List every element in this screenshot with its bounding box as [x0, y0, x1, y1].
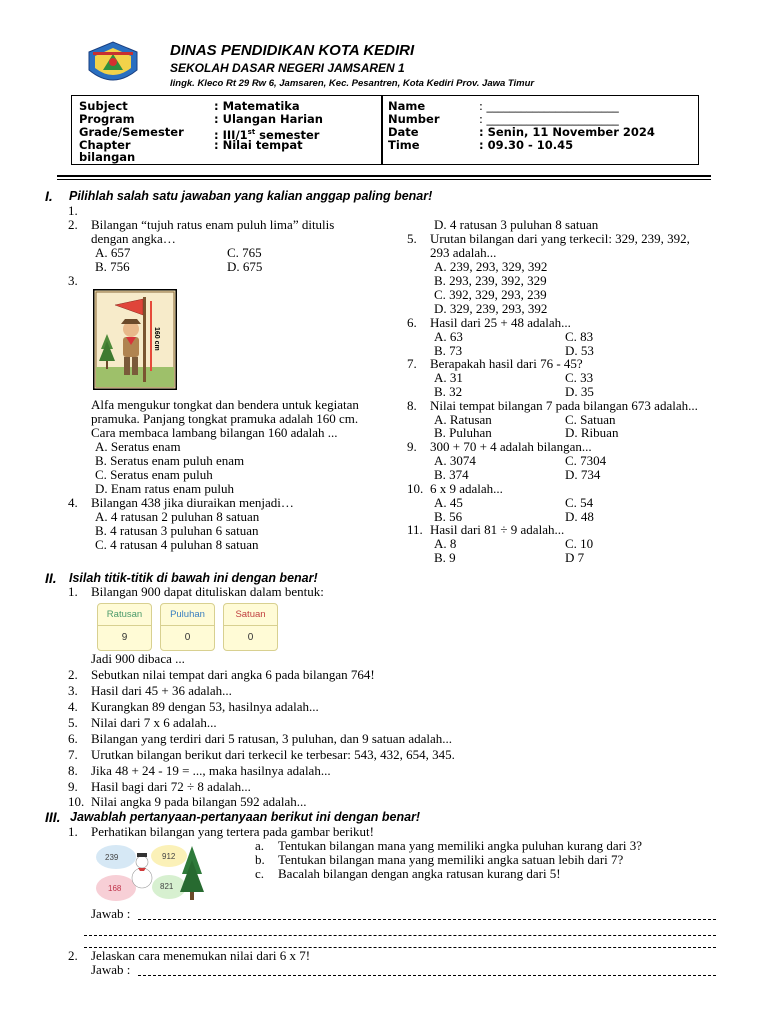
q4-number: 4.	[68, 495, 78, 510]
q4-line1: Bilangan 438 jika diuraikan menjadi…	[91, 495, 294, 510]
pole-length-label: 160 cm	[153, 327, 160, 351]
q9-option-a[interactable]: A. 3074	[434, 453, 476, 468]
s2-item9: Hasil bagi dari 72 ÷ 8 adalah...	[91, 779, 251, 794]
header-title: DINAS PENDIDIKAN KOTA KEDIRI	[170, 42, 415, 59]
q5-option-a[interactable]: A. 239, 293, 329, 392	[434, 259, 548, 274]
place-value-card-ones	[223, 603, 278, 651]
header-school: SEKOLAH DASAR NEGERI JAMSAREN 1	[170, 61, 405, 75]
section3-title: Jawablah pertanyaan-pertanyaan berikut ini dengan benar!	[70, 810, 421, 824]
program-value: : Ulangan Harian	[214, 112, 323, 126]
q10-line1: 6 x 9 adalah...	[430, 481, 503, 496]
s3-q1-answer-label: Jawab :	[91, 906, 131, 921]
section1-number: I.	[45, 188, 53, 204]
section2-title: Isilah titik-titik di bawah ini dengan benar!	[69, 571, 318, 585]
img-number-912: 912	[162, 852, 176, 861]
s3-sub-b: Tentukan bilangan mana yang memiliki angka satuan lebih dari 7?	[278, 852, 624, 867]
q8-option-b[interactable]: B. Puluhan	[434, 425, 492, 440]
grade-label: Grade/Semester	[79, 125, 184, 139]
s2-item5-number: 5.	[68, 715, 78, 730]
s2-item6-number: 6.	[68, 731, 78, 746]
s3-q1-answer-line-2[interactable]	[84, 935, 716, 936]
s2-item1-followup: Jadi 900 dibaca ...	[91, 651, 185, 666]
q6-line1: Hasil dari 25 + 48 adalah...	[430, 315, 571, 330]
section2-number: II.	[45, 570, 57, 586]
s2-item5: Nilai dari 7 x 6 adalah...	[91, 715, 217, 730]
q7-option-b[interactable]: B. 32	[434, 384, 463, 399]
q1-number: 1.	[68, 203, 78, 218]
s2-item3-number: 3.	[68, 683, 78, 698]
q7-option-d[interactable]: D. 35	[565, 384, 594, 399]
chapter-cont: bilangan	[79, 150, 136, 164]
place-value-card-tens	[160, 603, 215, 651]
q7-line1: Berapakah hasil dari 76 - 45?	[430, 356, 583, 371]
q8-line1: Nilai tempat bilangan 7 pada bilangan 673 adalah...	[430, 398, 698, 413]
number-field[interactable]: : _______________________	[479, 112, 619, 126]
q6-option-b[interactable]: B. 73	[434, 343, 463, 358]
q7-option-a[interactable]: A. 31	[434, 370, 463, 385]
subject-label: Subject	[79, 99, 128, 113]
s2-item1-number: 1.	[68, 584, 78, 599]
q8-option-a[interactable]: A. Ratusan	[434, 412, 492, 427]
q9-option-c[interactable]: C. 7304	[565, 453, 607, 468]
img-number-821: 821	[160, 882, 174, 891]
time-value: : 09.30 - 10.45	[479, 138, 574, 152]
chapter-value: : Nilai tempat	[214, 138, 303, 152]
scout-illustration	[93, 289, 177, 390]
s3-sub-c-key: c.	[255, 866, 265, 881]
q6-option-c[interactable]: C. 83	[565, 329, 594, 344]
s3-q2-answer-label: Jawab :	[91, 962, 131, 977]
q5-option-b[interactable]: B. 293, 239, 392, 329	[434, 273, 547, 288]
s3-q1-number: 1.	[68, 824, 78, 839]
q10-option-c[interactable]: C. 54	[565, 495, 594, 510]
s2-item10-number: 10.	[68, 794, 85, 809]
img-number-239: 239	[105, 853, 119, 862]
s2-item7: Urutkan bilangan berikut dari terkecil ke terbesar: 543, 432, 654, 345.	[91, 747, 455, 762]
q8-option-c[interactable]: C. Satuan	[565, 412, 616, 427]
s2-item10: Nilai angka 9 pada bilangan 592 adalah...	[91, 794, 307, 809]
img-number-168: 168	[108, 884, 122, 893]
q11-option-d[interactable]: D 7	[565, 550, 585, 565]
q10-option-a[interactable]: A. 45	[434, 495, 463, 510]
q6-option-a[interactable]: A. 63	[434, 329, 463, 344]
pv-label-ones: Satuan	[224, 604, 277, 626]
q4-option-d[interactable]: D. 4 ratusan 3 puluhan 8 satuan	[434, 217, 599, 232]
section3-number: III.	[45, 809, 61, 825]
q3-number: 3.	[68, 273, 78, 288]
time-label: Time	[388, 138, 420, 152]
section1-title: Pilihlah salah satu jawaban yang kalian anggap paling benar!	[69, 189, 433, 203]
q4-option-b[interactable]: B. 4 ratusan 3 puluhan 6 satuan	[95, 523, 259, 538]
s3-q2-answer-line-1[interactable]	[138, 975, 716, 976]
q11-line1: Hasil dari 81 ÷ 9 adalah...	[430, 522, 565, 537]
pv-label-hundreds: Ratusan	[98, 604, 151, 626]
s2-item4-number: 4.	[68, 699, 78, 714]
q5-line2: 293 adalah...	[430, 245, 497, 260]
q4-option-a[interactable]: A. 4 ratusan 2 puluhan 8 satuan	[95, 509, 260, 524]
s2-item8: Jika 48 + 24 - 19 = ..., maka hasilnya adalah...	[91, 763, 331, 778]
name-field[interactable]: : _______________________	[479, 99, 619, 113]
q3-option-b[interactable]: B. Seratus enam puluh enam	[95, 453, 245, 468]
q9-option-d[interactable]: D. 734	[565, 467, 601, 482]
q10-number: 10.	[407, 481, 424, 496]
q3-option-c[interactable]: C. Seratus enam puluh	[95, 467, 213, 482]
pv-value-ones: 0	[247, 632, 254, 643]
q7-option-c[interactable]: C. 33	[565, 370, 594, 385]
program-label: Program	[79, 112, 135, 126]
q11-option-c[interactable]: C. 10	[565, 536, 594, 551]
q3-option-a[interactable]: A. Seratus enam	[95, 439, 181, 454]
s2-item2: Sebutkan nilai tempat dari angka 6 pada bilangan 764!	[91, 667, 375, 682]
q2-option-d[interactable]: D. 675	[227, 259, 263, 274]
q11-option-b[interactable]: B. 9	[434, 550, 456, 565]
s2-item3: Hasil dari 45 + 36 adalah...	[91, 683, 232, 698]
s2-item7-number: 7.	[68, 747, 78, 762]
place-value-card-hundreds	[97, 603, 152, 651]
q2-line2: dengan angka…	[91, 231, 176, 246]
s3-sub-a-key: a.	[255, 838, 265, 853]
s2-item4: Kurangkan 89 dengan 53, hasilnya adalah...	[91, 699, 319, 714]
s2-item2-number: 2.	[68, 667, 78, 682]
s3-q1: Perhatikan bilangan yang tertera pada gambar berikut!	[91, 824, 374, 839]
q5-option-d[interactable]: D. 329, 239, 293, 392	[434, 301, 548, 316]
q6-number: 6.	[407, 315, 417, 330]
q10-option-b[interactable]: B. 56	[434, 509, 463, 524]
q5-line1: Urutan bilangan dari yang terkecil: 329, 239, 392,	[430, 231, 690, 246]
q11-option-a[interactable]: A. 8	[434, 536, 457, 551]
q5-number: 5.	[407, 231, 417, 246]
q3-line3: Cara membaca lambang bilangan 160 adalah ...	[91, 425, 338, 440]
q2-number: 2.	[68, 217, 78, 232]
q8-option-d[interactable]: D. Ribuan	[565, 425, 619, 440]
s3-q2: Jelaskan cara menemukan nilai dari 6 x 7!	[91, 948, 311, 963]
chapter-label: Chapter	[79, 138, 131, 152]
q2-option-b[interactable]: B. 756	[95, 259, 130, 274]
s2-item9-number: 9.	[68, 779, 78, 794]
s3-q1-answer-line-1[interactable]	[138, 919, 716, 920]
pv-value-hundreds: 9	[121, 632, 128, 643]
number-label: Number	[388, 112, 440, 126]
date-label: Date	[388, 125, 419, 139]
snowman-number-illustration	[94, 840, 208, 904]
q9-option-b[interactable]: B. 374	[434, 467, 469, 482]
q8-number: 8.	[407, 398, 417, 413]
pv-label-tens: Puluhan	[161, 604, 214, 626]
q4-option-c[interactable]: C. 4 ratusan 4 puluhan 8 satuan	[95, 537, 259, 552]
s3-q2-number: 2.	[68, 948, 78, 963]
q9-line1: 300 + 70 + 4 adalah bilangan...	[430, 439, 592, 454]
school-logo	[83, 40, 143, 90]
pv-value-tens: 0	[184, 632, 191, 643]
name-label: Name	[388, 99, 426, 113]
header-rule-thin	[57, 179, 711, 180]
s3-sub-a: Tentukan bilangan mana yang memiliki angka puluhan kurang dari 3?	[278, 838, 643, 853]
q2-option-a[interactable]: A. 657	[95, 245, 131, 260]
q5-option-c[interactable]: C. 392, 329, 293, 239	[434, 287, 547, 302]
subject-value: : Matematika	[214, 99, 300, 113]
q6-option-d[interactable]: D. 53	[565, 343, 594, 358]
s2-item6: Bilangan yang terdiri dari 5 ratusan, 3 puluhan, dan 9 satuan adalah...	[91, 731, 453, 746]
q3-line2: pramuka. Panjang tongkat pramuka adalah 160 cm.	[91, 411, 359, 426]
grade-value: : III/1st semester	[214, 127, 320, 142]
s3-sub-b-key: b.	[255, 852, 265, 867]
q3-option-d[interactable]: D. Enam ratus enam puluh	[95, 481, 234, 496]
s3-sub-c: Bacalah bilangan dengan angka ratusan kurang dari 5!	[278, 866, 561, 881]
s2-item8-number: 8.	[68, 763, 78, 778]
date-value: : Senin, 11 November 2024	[479, 125, 655, 139]
s2-item1: Bilangan 900 dapat dituliskan dalam bentuk:	[91, 584, 324, 599]
q11-number: 11.	[407, 522, 423, 537]
q9-number: 9.	[407, 439, 417, 454]
q7-number: 7.	[407, 356, 417, 371]
header-rule	[57, 175, 711, 177]
header-address: lingk. Kleco Rt 29 Rw 6, Jamsaren, Kec. Pesantren, Kota Kediri Prov. Jawa Timur	[170, 78, 535, 89]
q2-line1: Bilangan “tujuh ratus enam puluh lima” ditulis	[91, 217, 335, 232]
q3-line1: Alfa mengukur tongkat dan bendera untuk kegiatan	[91, 397, 359, 412]
q10-option-d[interactable]: D. 48	[565, 509, 594, 524]
q2-option-c[interactable]: C. 765	[227, 245, 262, 260]
